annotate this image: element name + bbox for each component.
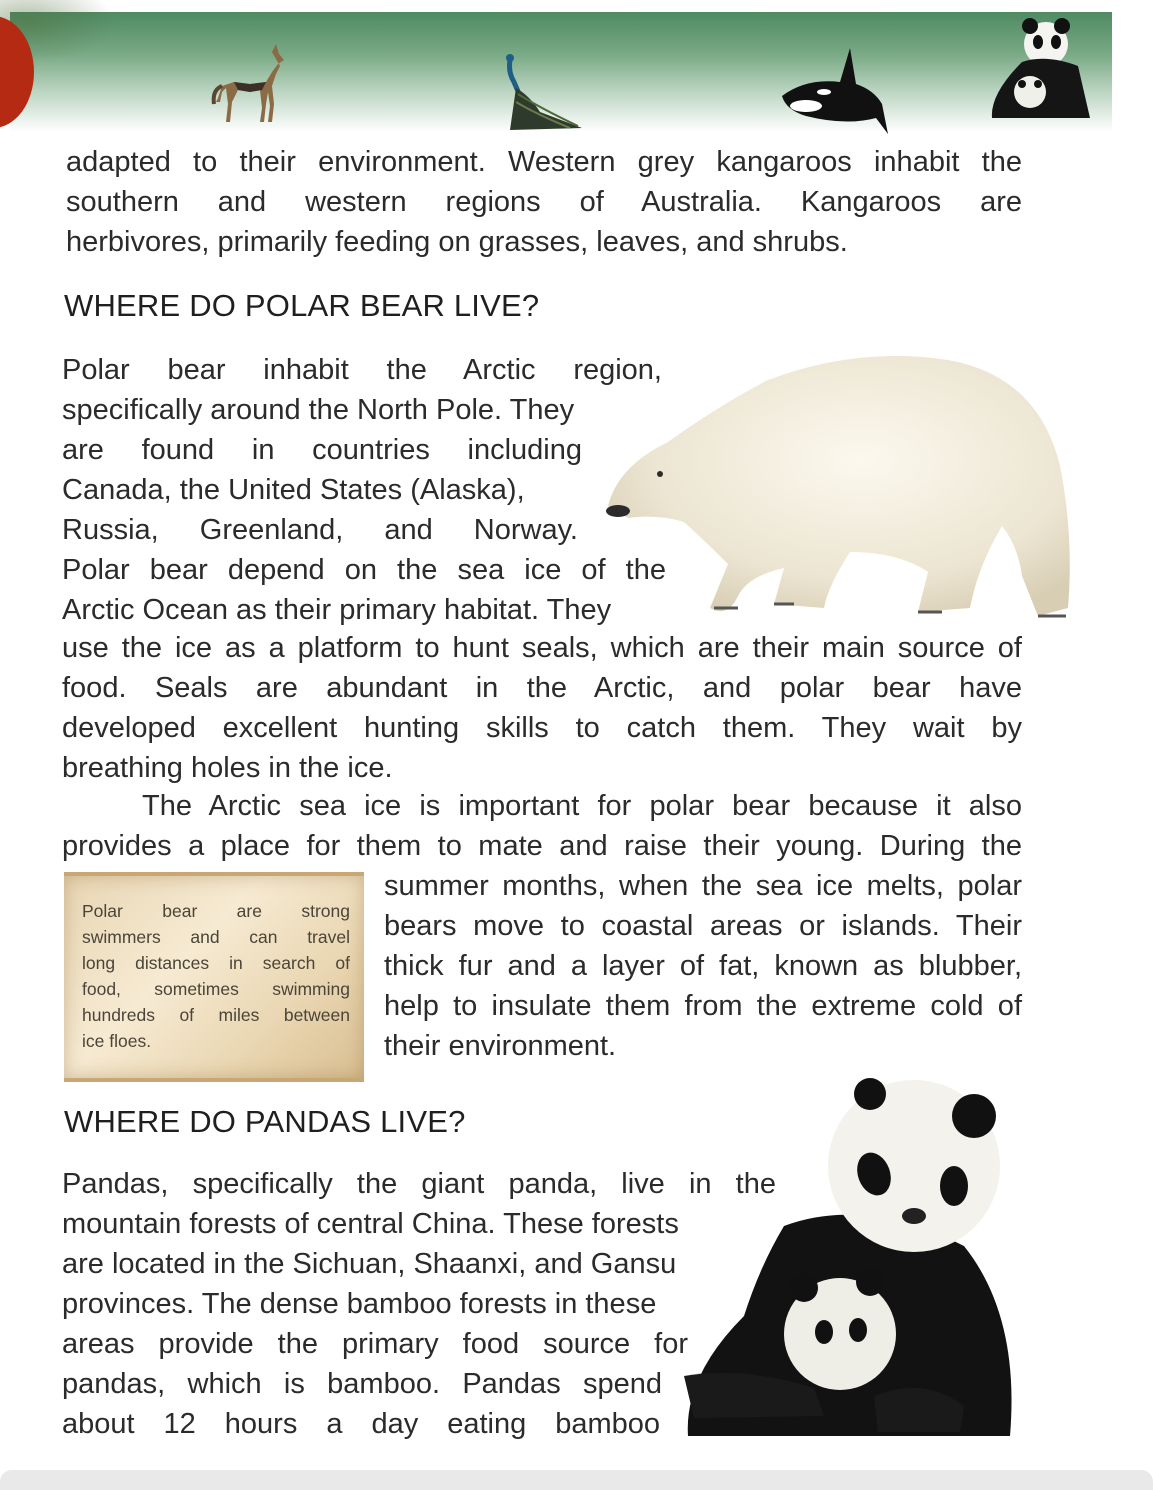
text-line: about 12 hours a day eating bamboo (62, 1408, 660, 1440)
text-line: adapted to their environment. Western grey kangaroos inhabit the (66, 146, 1022, 178)
text-line: Canada, the United States (Alaska), (62, 474, 525, 506)
text-line: provinces. The dense bamboo forests in these (62, 1288, 657, 1320)
note-line: hundreds of miles between (82, 1005, 350, 1025)
jackal-icon (210, 42, 296, 126)
note-line: food, sometimes swimming (82, 979, 350, 999)
text-line: thick fur and a layer of fat, known as blubber, (384, 950, 1022, 982)
text-line: Polar bear inhabit the Arctic region, (62, 354, 662, 386)
text-line: The Arctic sea ice is important for polar bear because it also (142, 790, 1022, 822)
note-line: swimmers and can travel (82, 927, 350, 947)
text-line: summer months, when the sea ice melts, polar (384, 870, 1022, 902)
text-line: breathing holes in the ice. (62, 752, 393, 784)
note-line: ice floes. (82, 1031, 152, 1051)
text-line: Polar bear depend on the sea ice of the (62, 554, 666, 586)
text-line: areas provide the primary food source for (62, 1328, 688, 1360)
text-line: provides a place for them to mate and raise their young. During the (62, 830, 1022, 862)
polar-bear-image (598, 346, 1078, 624)
text-line: Russia, Greenland, and Norway. (62, 514, 578, 546)
polar-bear-heading: WHERE DO POLAR BEAR LIVE? (64, 288, 540, 323)
text-line: developed excellent hunting skills to catch them. They wait by (62, 712, 1022, 744)
text-line: herbivores, primarily feeding on grasses, leaves, and shrubs. (66, 226, 848, 258)
note-line: Polar bear are strong (82, 901, 350, 921)
fact-note-text (82, 898, 350, 1054)
text-line: use the ice as a platform to hunt seals, which are their main source of (62, 632, 1022, 664)
text-line: help to insulate them from the extreme cold of (384, 990, 1022, 1022)
text-line: Pandas, specifically the giant panda, live in the (62, 1168, 776, 1200)
text-line: are found in countries including (62, 434, 582, 466)
polar-bear-paragraph-full (62, 628, 1022, 788)
note-line: long distances in search of (82, 953, 350, 973)
text-line: food. Seals are abundant in the Arctic, and polar bear have (62, 672, 1022, 704)
text-line: southern and western regions of Australia. Kangaroos are (66, 186, 1022, 218)
text-line: their environment. (384, 1030, 617, 1062)
text-line: specifically around the North Pole. They (62, 394, 575, 426)
text-line: pandas, which is bamboo. Pandas spend (62, 1368, 662, 1400)
text-line: Arctic Ocean as their primary habitat. They (62, 594, 612, 626)
pandas-heading: WHERE DO PANDAS LIVE? (64, 1104, 466, 1139)
text-line: bears move to coastal areas or islands. Their (384, 910, 1022, 942)
text-line: mountain forests of central China. These forests (62, 1208, 679, 1240)
text-line: are located in the Sichuan, Shaanxi, and Gansu (62, 1248, 677, 1280)
pandas-paragraph (62, 1164, 782, 1444)
bottom-bar (0, 1470, 1153, 1490)
panda-icon (986, 14, 1096, 124)
orca-icon (776, 44, 892, 140)
peacock-icon (500, 52, 584, 132)
blubber-paragraph (384, 866, 1022, 1066)
sea-ice-paragraph (62, 786, 1022, 866)
intro-paragraph (66, 142, 1022, 262)
polar-bear-paragraph-wrap (62, 350, 666, 630)
